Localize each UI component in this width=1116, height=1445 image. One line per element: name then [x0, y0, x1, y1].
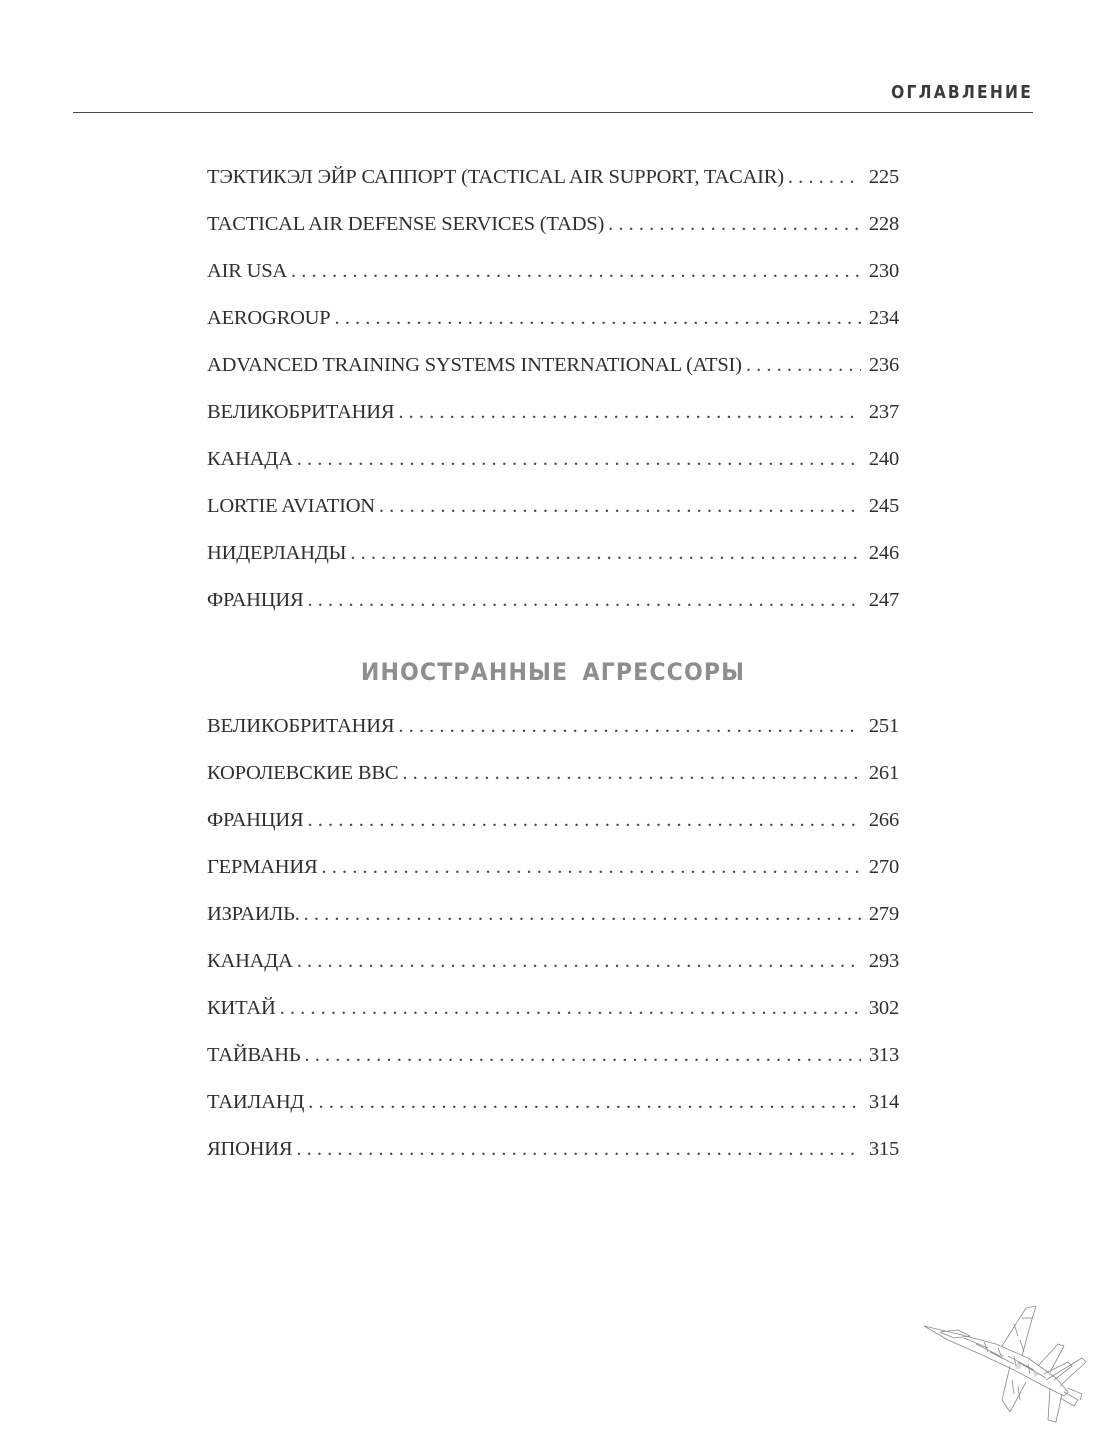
- toc-entry-page: 237: [868, 401, 899, 423]
- toc-entry-page: 236: [868, 354, 899, 376]
- toc-entry[interactable]: [207, 997, 899, 1044]
- dot-leader: [297, 448, 861, 471]
- toc-entry-title: ИЗРАИЛЬ.: [207, 903, 300, 925]
- dot-leader: [304, 1044, 860, 1067]
- dot-leader: [304, 903, 861, 926]
- toc-entry-page: 228: [868, 213, 899, 235]
- toc-entry-title: AIR USA: [207, 260, 288, 282]
- toc-entry-page: 313: [868, 1044, 899, 1066]
- dot-leader: [608, 213, 861, 236]
- dot-leader: [379, 495, 861, 518]
- toc-entry-page: 251: [868, 715, 899, 737]
- toc-entry-page: 279: [868, 903, 899, 925]
- running-header-title: ОГЛАВЛЕНИЕ: [891, 82, 1033, 103]
- toc-entry-title: ВЕЛИКОБРИТАНИЯ: [207, 715, 395, 737]
- toc-entry-page: 314: [868, 1091, 899, 1113]
- toc-entry[interactable]: [207, 495, 899, 542]
- dot-leader: [746, 354, 861, 377]
- toc-list-part-1: [207, 166, 899, 636]
- toc-entry-page: 266: [868, 809, 899, 831]
- toc-entry[interactable]: [207, 950, 899, 997]
- toc-entry[interactable]: [207, 448, 899, 495]
- toc-entry-title: КАНАДА: [207, 950, 293, 972]
- dot-leader: [335, 307, 861, 330]
- toc-entry[interactable]: [207, 260, 899, 307]
- toc-entry-page: 246: [868, 542, 899, 564]
- toc-entry-page: 270: [868, 856, 899, 878]
- toc-entry-title: ВЕЛИКОБРИТАНИЯ: [207, 401, 395, 423]
- dot-leader: [307, 809, 860, 832]
- toc-entry-title: ТЭКТИКЭЛ ЭЙР САППОРТ (TACTICAL AIR SUPPORT, TACAIR): [207, 166, 784, 188]
- toc-entry-title: LORTIE AVIATION: [207, 495, 375, 517]
- fighter-jet-icon: [918, 1296, 1096, 1428]
- dot-leader: [322, 856, 861, 879]
- toc-entry-title: ТАЙВАНЬ: [207, 1044, 301, 1066]
- dot-leader: [398, 715, 860, 738]
- toc-entry[interactable]: [207, 1091, 899, 1138]
- dot-leader: [307, 589, 860, 612]
- toc-entry-title: ТАИЛАНД: [207, 1091, 305, 1113]
- toc-entry-title: ADVANCED TRAINING SYSTEMS INTERNATIONAL (ATSI): [207, 354, 742, 376]
- dot-leader: [308, 1091, 861, 1114]
- header-divider: [73, 112, 1033, 113]
- toc-entry-page: 225: [868, 166, 899, 188]
- toc-entry[interactable]: [207, 809, 899, 856]
- toc-entry-page: 234: [868, 307, 899, 329]
- toc-entry-title: AEROGROUP: [207, 307, 331, 329]
- toc-entry-title: КАНАДА: [207, 448, 293, 470]
- dot-leader: [398, 401, 860, 424]
- dot-leader: [296, 1138, 860, 1161]
- toc-entry-title: ЯПОНИЯ: [207, 1138, 293, 1160]
- toc-entry[interactable]: [207, 856, 899, 903]
- dot-leader: [291, 260, 861, 283]
- toc-entry-title: КИТАЙ: [207, 997, 276, 1019]
- toc-entry-page: 247: [868, 589, 899, 611]
- toc-entry[interactable]: [207, 542, 899, 589]
- section-heading: ИНОСТРАННЫЕ АГРЕССОРЫ: [360, 658, 746, 686]
- dot-leader: [280, 997, 861, 1020]
- toc-entry-page: 315: [868, 1138, 899, 1160]
- toc-entry[interactable]: [207, 354, 899, 401]
- toc-entry-title: TACTICAL AIR DEFENSE SERVICES (TADS): [207, 213, 605, 235]
- toc-entry[interactable]: [207, 589, 899, 636]
- toc-entry[interactable]: [207, 762, 899, 809]
- dot-leader: [350, 542, 860, 565]
- toc-entry[interactable]: [207, 213, 899, 260]
- dot-leader: [788, 166, 861, 189]
- toc-entry-page: 240: [868, 448, 899, 470]
- toc-entry[interactable]: [207, 1044, 899, 1091]
- toc-entry[interactable]: [207, 401, 899, 448]
- toc-entry-page: 245: [868, 495, 899, 517]
- toc-entry[interactable]: [207, 166, 899, 213]
- toc-entry-title: ФРАНЦИЯ: [207, 589, 304, 611]
- toc-entry-title: ГЕРМАНИЯ: [207, 856, 318, 878]
- toc-entry[interactable]: [207, 903, 899, 950]
- toc-entry-page: 293: [868, 950, 899, 972]
- toc-entry-page: 230: [868, 260, 899, 282]
- toc-entry[interactable]: [207, 1138, 899, 1185]
- toc-entry-title: НИДЕРЛАНДЫ: [207, 542, 347, 564]
- toc-list-part-2: [207, 715, 899, 1185]
- toc-entry-title: КОРОЛЕВСКИЕ ВВС: [207, 762, 399, 784]
- toc-entry-page: 261: [868, 762, 899, 784]
- dot-leader: [297, 950, 861, 973]
- toc-entry-page: 302: [868, 997, 899, 1019]
- toc-entry[interactable]: [207, 715, 899, 762]
- toc-entry[interactable]: [207, 307, 899, 354]
- dot-leader: [402, 762, 861, 785]
- toc-entry-title: ФРАНЦИЯ: [207, 809, 304, 831]
